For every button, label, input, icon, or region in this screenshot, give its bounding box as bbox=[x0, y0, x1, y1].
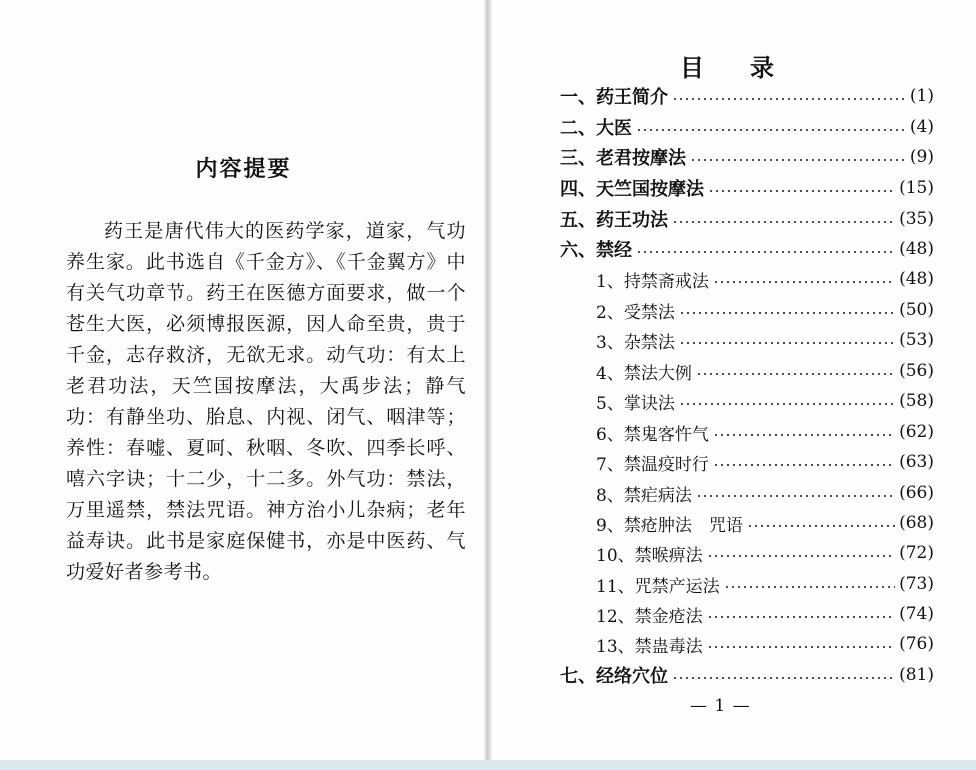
toc-entry-label: 三、老君按摩法 bbox=[560, 148, 686, 169]
toc-entry bbox=[560, 417, 934, 447]
toc-entry bbox=[560, 264, 934, 294]
toc-entry bbox=[560, 386, 934, 416]
summary-body: 药王是唐代伟大的医药学家，道家，气功养生家。此书选自《千金方》、《千金翼方》中有关气功章节。药王在医德方面要求，做一个苍生大医，必须博报医源，因人命至贵，贵于千金，志存救济，无欲无求。动气功：有太上老君功法，天竺国按摩法，大禹步法；静气功：有静坐功、胎息、内视、闭气、咽津等；养性：春嘘、夏呵、秋咽、冬吹、四季长呼、嘻六字诀；十二少，十二多。外气功：禁法，万里遥禁，禁法咒语。神方治小儿杂病；老年益寿诀。此书是家庭保健书，亦是中医药、气功爱好者参考书。 bbox=[66, 220, 466, 583]
toc-entry-page: (74) bbox=[899, 604, 934, 624]
toc-entry-page: (1) bbox=[909, 86, 934, 106]
toc-entry-page: (81) bbox=[899, 665, 934, 685]
toc-entry bbox=[560, 173, 934, 203]
toc-entry bbox=[560, 508, 934, 538]
toc-entry-label: 1、持禁斋戒法 bbox=[596, 271, 709, 292]
toc-leader-dots bbox=[707, 616, 895, 618]
toc-leader-dots bbox=[713, 434, 895, 436]
toc-leader-dots bbox=[708, 190, 895, 192]
toc-entry-label: 9、禁疮肿法 咒语 bbox=[596, 515, 743, 536]
toc-entry-label: 11、咒禁产运法 bbox=[596, 576, 720, 597]
toc-entry-label: 7、禁温疫时行 bbox=[596, 454, 709, 475]
toc-entry-page: (50) bbox=[899, 300, 934, 320]
toc-entry-label: 5、掌诀法 bbox=[596, 393, 675, 414]
toc-entry-page: (56) bbox=[899, 361, 934, 381]
book-gutter bbox=[484, 0, 492, 760]
toc-entry bbox=[560, 81, 934, 111]
toc-entry-label: 4、禁法大例 bbox=[596, 363, 692, 384]
toc-entry-label: 3、杂禁法 bbox=[596, 332, 675, 353]
toc-entry bbox=[560, 142, 934, 172]
toc-entry-page: (9) bbox=[909, 147, 934, 167]
toc-entry-page: (66) bbox=[899, 483, 934, 503]
toc-entry bbox=[560, 112, 934, 142]
toc-entry bbox=[560, 295, 934, 325]
toc-entry bbox=[560, 538, 934, 568]
toc-entry-page: (73) bbox=[899, 574, 934, 594]
toc-entry-label: 6、禁鬼客忤气 bbox=[596, 424, 709, 445]
toc-leader-dots bbox=[707, 646, 895, 648]
toc-entry-label: 五、药王功法 bbox=[560, 210, 668, 231]
toc-leader-dots bbox=[690, 159, 906, 161]
toc-leader-dots bbox=[696, 495, 895, 497]
toc-entry-label: 12、禁金疮法 bbox=[596, 606, 703, 627]
toc-title-left: 目 bbox=[680, 53, 704, 82]
toc-title bbox=[680, 48, 774, 83]
toc-entry-label: 10、禁喉痹法 bbox=[596, 545, 703, 566]
toc-entry-page: (15) bbox=[899, 178, 934, 198]
page-number: — 1 — bbox=[690, 696, 751, 716]
bottom-strip bbox=[0, 760, 976, 770]
toc-entry bbox=[560, 599, 934, 629]
toc-entry bbox=[560, 569, 934, 599]
toc-entry-page: (62) bbox=[899, 422, 934, 442]
summary-title: 内容提要 bbox=[195, 156, 292, 182]
toc-leader-dots bbox=[672, 677, 895, 679]
toc-entry bbox=[560, 204, 934, 234]
toc-leader-dots bbox=[713, 281, 895, 283]
toc-entry-label: 13、禁蛊毒法 bbox=[596, 636, 703, 657]
toc-entry-page: (63) bbox=[899, 452, 934, 472]
toc-entry-page: (4) bbox=[909, 117, 934, 137]
toc-entry-label: 二、大医 bbox=[560, 118, 632, 139]
toc-entry-page: (76) bbox=[899, 634, 934, 654]
toc-entry-page: (68) bbox=[899, 513, 934, 533]
toc-entry bbox=[560, 478, 934, 508]
toc-leader-dots bbox=[636, 129, 906, 131]
toc-entry bbox=[560, 234, 934, 264]
toc-leader-dots bbox=[679, 342, 895, 344]
toc-entry-page: (58) bbox=[899, 391, 934, 411]
toc-entry bbox=[560, 325, 934, 355]
toc-leader-dots bbox=[636, 251, 895, 253]
toc-entry-label: 2、受禁法 bbox=[596, 302, 675, 323]
toc-leader-dots bbox=[672, 221, 895, 223]
toc-entry-label: 七、经络穴位 bbox=[560, 666, 668, 687]
toc-entry bbox=[560, 629, 934, 659]
toc-leader-dots bbox=[672, 98, 906, 100]
toc-entry-label: 一、药王简介 bbox=[560, 87, 668, 108]
toc-entry-page: (48) bbox=[899, 239, 934, 259]
toc-leader-dots bbox=[724, 586, 895, 588]
toc-entry-page: (53) bbox=[899, 330, 934, 350]
toc-leader-dots bbox=[696, 373, 895, 375]
toc-leader-dots bbox=[679, 312, 895, 314]
toc-entry-label: 六、禁经 bbox=[560, 240, 632, 261]
toc-title-right: 录 bbox=[750, 53, 774, 82]
toc-leader-dots bbox=[713, 464, 895, 466]
left-page bbox=[0, 0, 487, 760]
toc-entry-page: (48) bbox=[899, 269, 934, 289]
toc-leader-dots bbox=[747, 525, 895, 527]
toc-entry-label: 四、天竺国按摩法 bbox=[560, 179, 704, 200]
toc-leader-dots bbox=[707, 555, 895, 557]
toc-entry bbox=[560, 660, 934, 690]
toc-entry bbox=[560, 447, 934, 477]
toc-entry bbox=[560, 356, 934, 386]
toc-entry-page: (35) bbox=[899, 209, 934, 229]
toc-entry-label: 8、禁疟病法 bbox=[596, 485, 692, 506]
toc-leader-dots bbox=[679, 403, 895, 405]
toc-entry-page: (72) bbox=[899, 543, 934, 563]
